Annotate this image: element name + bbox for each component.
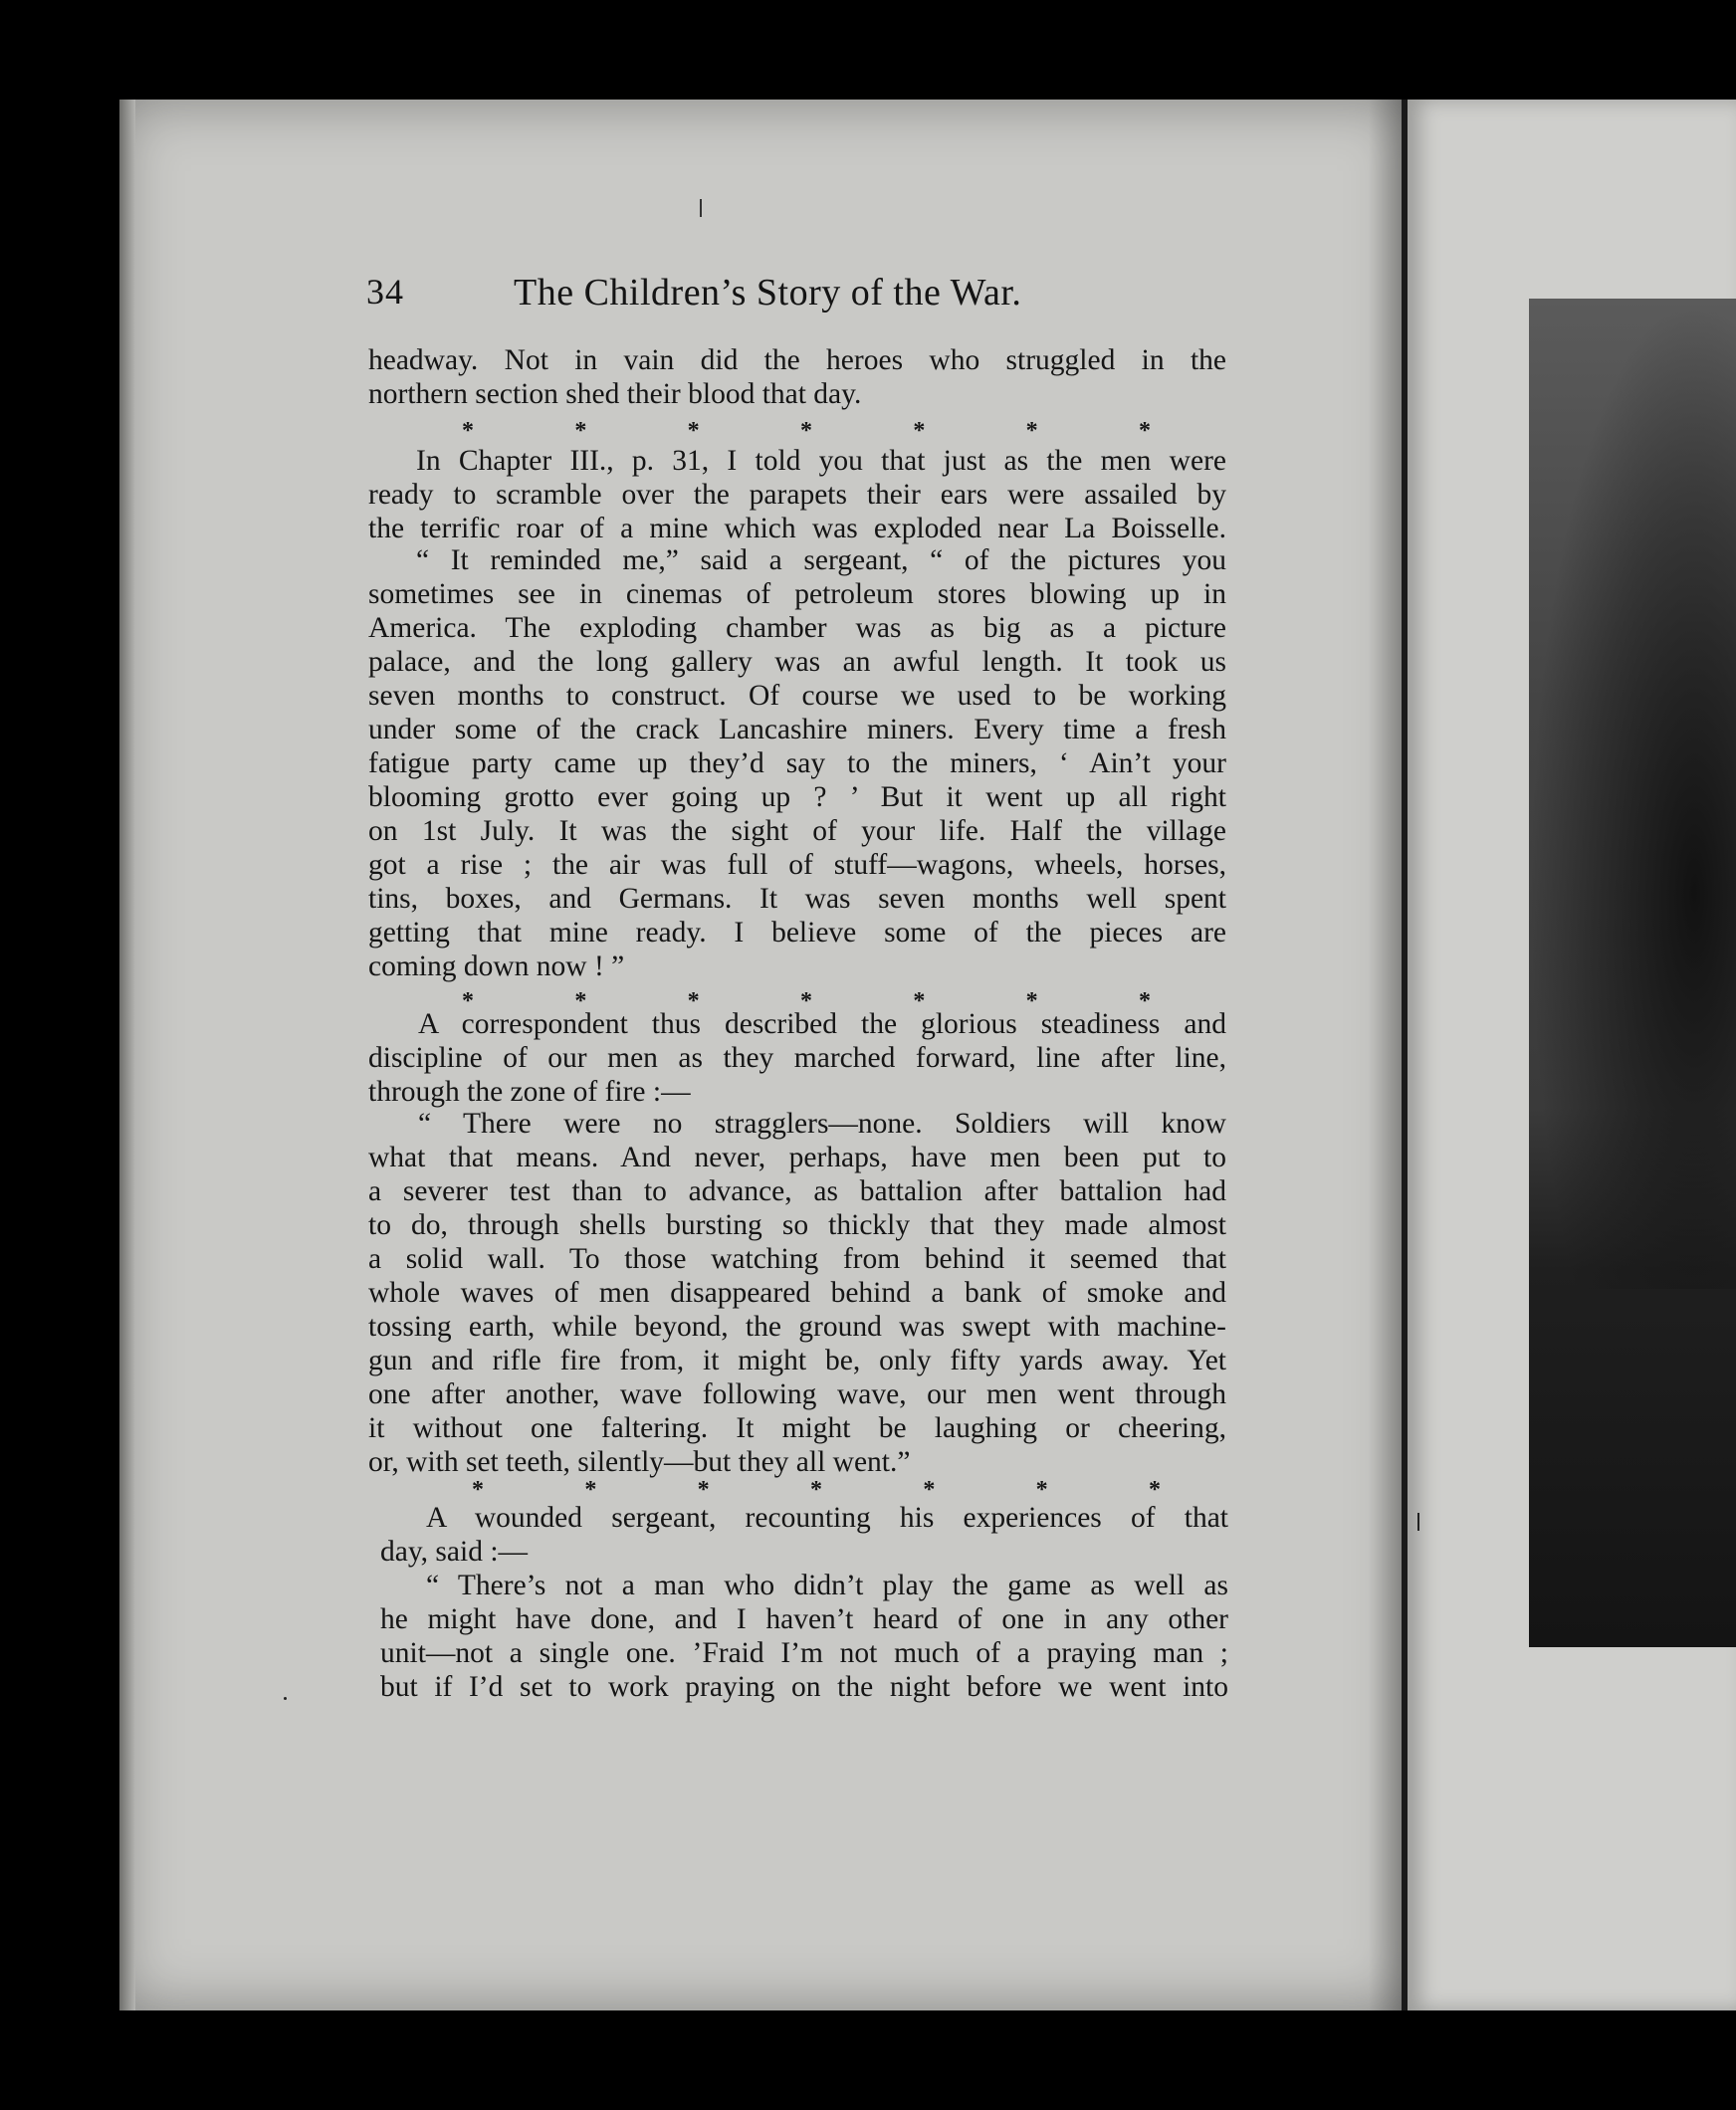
- text-line: it without one faltering. It might be laughing or cheering,: [368, 1412, 1226, 1444]
- text-line: discipline of our men as they marched forward, line after line,: [368, 1042, 1226, 1074]
- section-star: *: [923, 1477, 936, 1503]
- section-star: *: [1138, 988, 1151, 1014]
- text-line: unit—not a single one. ’Fraid I’m not much of a praying man ;: [380, 1637, 1228, 1669]
- section-star: *: [472, 1477, 484, 1503]
- text-line: what that means. And never, perhaps, have men been put to: [368, 1142, 1226, 1173]
- text-line: coming down now ! ”: [368, 950, 625, 982]
- text-line: palace, and the long gallery was an awful length. It took us: [368, 646, 1226, 678]
- section-star: *: [799, 988, 812, 1014]
- text-line: A wounded sergeant, recounting his experiences of that: [426, 1502, 1228, 1534]
- text-line: a solid wall. To those watching from behind it seemed that: [368, 1243, 1226, 1275]
- text-line: headway. Not in vain did the heroes who struggled in the: [368, 344, 1226, 376]
- section-star: *: [1025, 988, 1038, 1014]
- text-line: day, said :—: [380, 1536, 529, 1568]
- text-line: he might have done, and I haven’t heard of one in any other: [380, 1603, 1228, 1635]
- section-star: *: [462, 418, 474, 444]
- text-line: In Chapter III., p. 31, I told you that just as the men were: [416, 445, 1226, 477]
- text-line: a severer test than to advance, as battalion after battalion had: [368, 1175, 1226, 1207]
- section-star: *: [1025, 418, 1038, 444]
- text-line: A correspondent thus described the glorious steadiness and: [418, 1008, 1226, 1040]
- section-star: *: [799, 418, 812, 444]
- text-line: America. The exploding chamber was as big as a picture: [368, 612, 1226, 644]
- text-line: northern section shed their blood that day.: [368, 378, 862, 410]
- section-star: *: [809, 1477, 822, 1503]
- text-line: to do, through shells bursting so thickly that they made almost: [368, 1209, 1226, 1241]
- text-line: got a rise ; the air was full of stuff—wagons, wheels, horses,: [368, 849, 1226, 881]
- section-star: *: [574, 988, 587, 1014]
- text-line: seven months to construct. Of course we used to be working: [368, 680, 1226, 712]
- text-line: ready to scramble over the parapets their ears were assailed by: [368, 479, 1226, 511]
- section-star: *: [584, 1477, 597, 1503]
- text-line: tins, boxes, and Germans. It was seven months well spent: [368, 883, 1226, 915]
- text-line: through the zone of fire :—: [368, 1076, 691, 1108]
- text-line: tossing earth, while beyond, the ground was swept with machine-: [368, 1311, 1226, 1343]
- text-line: the terrific roar of a mine which was exploded near La Boisselle.: [368, 513, 1226, 544]
- section-star: *: [462, 988, 474, 1014]
- text-line: but if I’d set to work praying on the night before we went into: [380, 1671, 1228, 1703]
- stray-mark: [1417, 1513, 1419, 1531]
- photo-plate-edge: [1529, 299, 1736, 1647]
- text-line: getting that mine ready. I believe some of the pieces are: [368, 917, 1226, 949]
- text-line: whole waves of men disappeared behind a bank of smoke and: [368, 1277, 1226, 1309]
- section-star: *: [687, 418, 700, 444]
- page-number: 34: [366, 272, 404, 312]
- page-header: [366, 271, 1232, 326]
- section-star: *: [1148, 1477, 1161, 1503]
- running-title: The Children’s Story of the War.: [514, 272, 1022, 314]
- section-star: *: [913, 988, 926, 1014]
- section-star: *: [913, 418, 926, 444]
- text-line: “ There were no stragglers—none. Soldiers will know: [418, 1108, 1226, 1140]
- section-star: *: [697, 1477, 710, 1503]
- text-line: fatigue party came up they’d say to the miners, ‘ Ain’t your: [368, 747, 1226, 779]
- text-line: or, with set teeth, silently—but they all went.”: [368, 1446, 911, 1478]
- speck-mark: [284, 1697, 287, 1700]
- section-star: *: [1138, 418, 1151, 444]
- text-line: “ There’s not a man who didn’t play the game as well as: [426, 1570, 1228, 1601]
- text-line: on 1st July. It was the sight of your life. Half the village: [368, 815, 1226, 847]
- stray-mark: [700, 199, 702, 217]
- text-line: gun and rifle fire from, it might be, only fifty yards away. Yet: [368, 1345, 1226, 1376]
- text-line: under some of the crack Lancashire miners. Every time a fresh: [368, 714, 1226, 745]
- section-star: *: [574, 418, 587, 444]
- text-line: blooming grotto ever going up ? ’ But it went up all right: [368, 781, 1226, 813]
- section-star: *: [687, 988, 700, 1014]
- text-line: one after another, wave following wave, our men went through: [368, 1378, 1226, 1410]
- text-line: “ It reminded me,” said a sergeant, “ of the pictures you: [416, 544, 1226, 576]
- section-star: *: [1035, 1477, 1048, 1503]
- text-line: sometimes see in cinemas of petroleum stores blowing up in: [368, 578, 1226, 610]
